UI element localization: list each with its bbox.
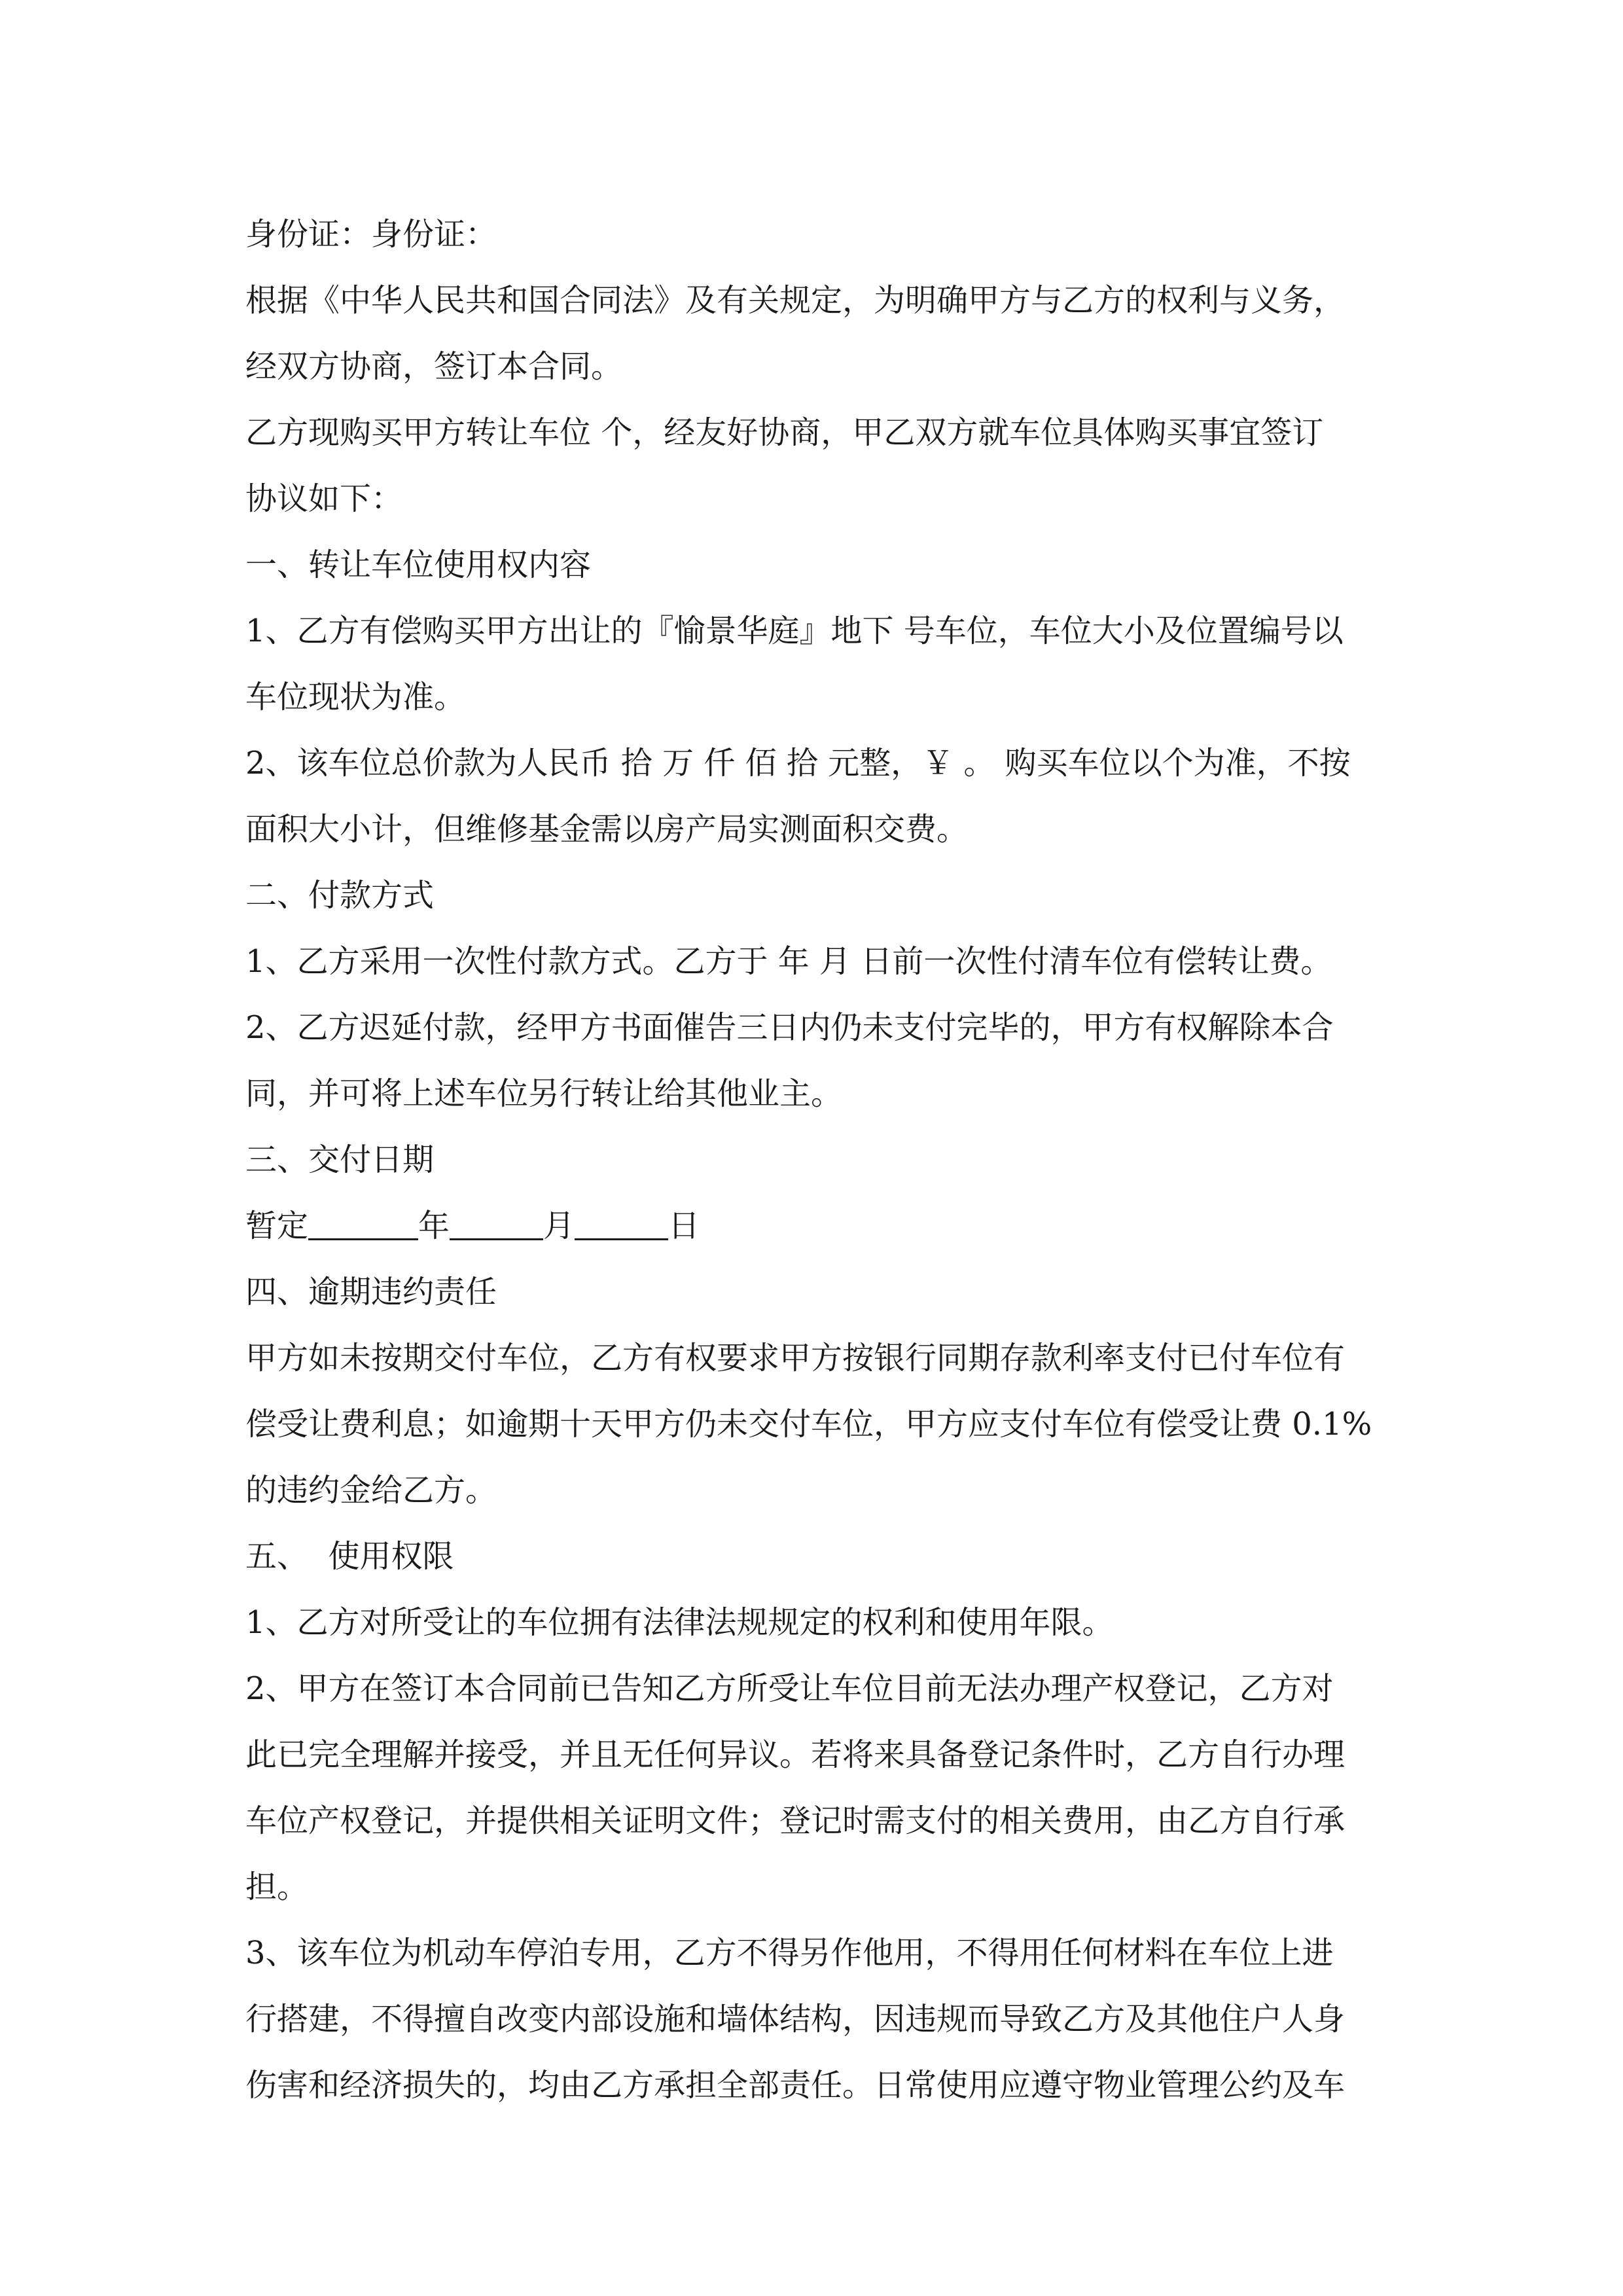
paragraph-line: 乙方现购买甲方转让车位 个，经友好协商，甲乙双方就车位具体购买事宜签订: [245, 414, 1324, 451]
paragraph-line: 3、该车位为机动车停泊专用，乙方不得另作他用，不得用任何材料在车位上进: [245, 1935, 1334, 1971]
paragraph-line: 伤害和经济损失的，均由乙方承担全部责任。日常使用应遵守物业管理公约及车: [245, 2067, 1346, 2104]
id-card-line: 身份证：身份证：: [245, 216, 497, 253]
paragraph-line: 2、甲方在签订本合同前已告知乙方所受让车位目前无法办理产权登记，乙方对: [245, 1670, 1334, 1707]
delivery-date-prefix: 暂定: [245, 1208, 309, 1244]
paragraph-line: 协议如下：: [245, 480, 403, 517]
year-label: 年: [418, 1208, 450, 1244]
paragraph-line: 行搭建，不得擅自改变内部设施和墙体结构，因违规而导致乙方及其他住户人身: [245, 2001, 1346, 2037]
paragraph-line: 的违约金给乙方。: [245, 1472, 497, 1509]
paragraph-line: 2、该车位总价款为人民币 拾 万 仟 佰 拾 元整，￥ 。 购买车位以个为准，不按: [245, 745, 1351, 781]
section-heading-1: 一、转让车位使用权内容: [245, 547, 592, 583]
section-heading-3: 三、交付日期: [245, 1141, 435, 1178]
delivery-date-line: [245, 1193, 1391, 1259]
contract-body: [245, 202, 1391, 2119]
paragraph-line: 车位产权登记，并提供相关证明文件；登记时需支付的相关费用，由乙方自行承: [245, 1803, 1346, 1839]
day-label: 日: [668, 1208, 700, 1244]
paragraph-line: 担。: [245, 1869, 309, 1905]
paragraph-line: 此已完全理解并接受，并且无任何异议。若将来具备登记条件时，乙方自行办理: [245, 1736, 1346, 1773]
year-blank: [308, 1202, 418, 1240]
paragraph-line: 甲方如未按期交付车位，乙方有权要求甲方按银行同期存款利率支付已付车位有: [245, 1340, 1346, 1376]
paragraph-line: 2、乙方迟延付款，经甲方书面催告三日内仍未支付完毕的，甲方有权解除本合: [245, 1009, 1334, 1046]
paragraph-line: 面积大小计，但维修基金需以房产局实测面积交费。: [245, 811, 969, 848]
paragraph-line: 根据《中华人民共和国合同法》及有关规定，为明确甲方与乙方的权利与义务，: [245, 282, 1346, 319]
day-blank: [575, 1202, 668, 1240]
paragraph-line: 偿受让费利息；如逾期十天甲方仍未交付车位，甲方应支付车位有偿受让费 0.1%: [245, 1406, 1372, 1443]
paragraph-line: 1、乙方采用一次性付款方式。乙方于 年 月 日前一次性付清车位有偿转让费。: [245, 943, 1332, 980]
section-heading-5: 五、 使用权限: [245, 1538, 454, 1575]
month-label: 月: [543, 1208, 575, 1244]
section-heading-2: 二、付款方式: [245, 877, 435, 914]
paragraph-line: 经双方协商，签订本合同。: [245, 348, 623, 385]
paragraph-line: 车位现状为准。: [245, 679, 466, 715]
month-blank: [450, 1202, 543, 1240]
section-heading-4: 四、逾期违约责任: [245, 1274, 497, 1310]
paragraph-line: 1、乙方对所受让的车位拥有法律法规规定的权利和使用年限。: [245, 1604, 1114, 1641]
paragraph-line: 同，并可将上述车位另行转让给其他业主。: [245, 1075, 843, 1112]
paragraph-line: 1、乙方有偿购买甲方出让的『愉景华庭』地下 号车位，车位大小及位置编号以: [245, 613, 1344, 649]
